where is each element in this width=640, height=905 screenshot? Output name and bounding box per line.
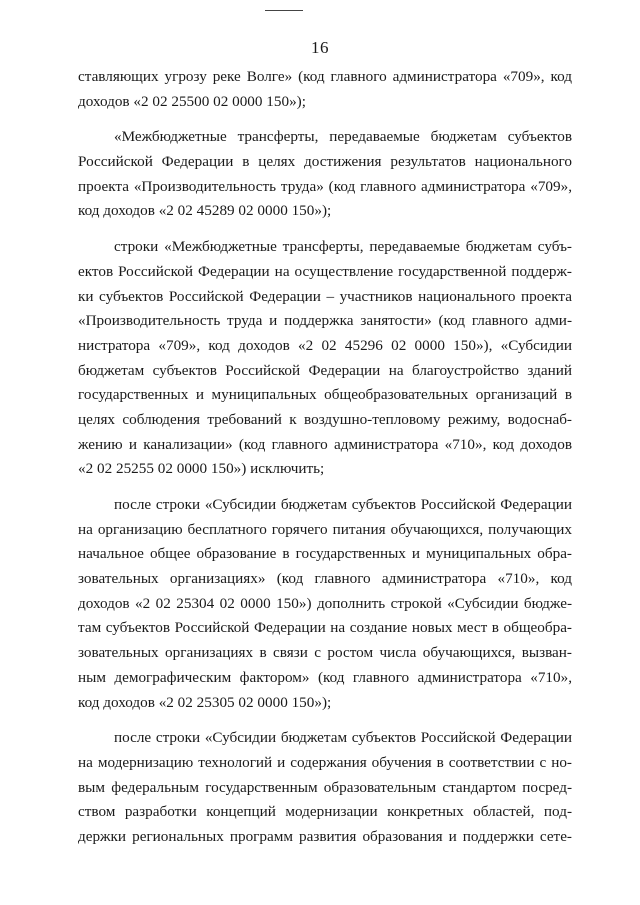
text-line: государственных и муниципальных общеобразовательных организаций в <box>78 386 572 404</box>
text-line: ставляющих угрозу реке Волге» (код главного администратора «709», код <box>78 68 572 85</box>
text-line: на организацию бесплатного горячего питания обучающихся, получающих <box>78 520 572 538</box>
text-line: строки «Межбюджетные трансферты, передаваемые бюджетам субъ- <box>114 238 572 256</box>
paragraph <box>78 235 572 482</box>
text-line: ным демографическим фактором» (код главного администратора «710», <box>78 668 572 686</box>
text-line: начальное общее образование в государственных и муниципальных обра- <box>78 545 572 563</box>
text-line: ектов Российской Федерации на осуществление государственной поддерж- <box>78 262 572 280</box>
text-line: нистратора «709», код доходов «2 02 45296 02 0000 150»), «Субсидии <box>78 336 572 354</box>
text-line: зовательных организациях» (код главного администратора «710», код <box>78 570 572 588</box>
text-line: целях соблюдения требований к воздушно-тепловому режиму, водоснаб- <box>78 410 572 428</box>
document-body <box>78 65 572 850</box>
text-line: бюджетам субъектов Российской Федерации на благоустройство зданий <box>78 361 572 379</box>
text-line: ством разработки концепций модернизации конкретных областей, под- <box>78 803 572 821</box>
text-line: ки субъектов Российской Федерации – участников национального проекта <box>78 287 572 305</box>
text-line: «Межбюджетные трансферты, передаваемые бюджетам субъектов <box>114 128 572 146</box>
text-line: Российской Федерации в целях достижения результатов национального <box>78 153 572 171</box>
text-line: после строки «Субсидии бюджетам субъектов Российской Федерации <box>114 496 572 513</box>
text-line: жению и канализации» (код главного администратора «710», код доходов <box>78 435 572 453</box>
page-number: 16 <box>311 38 329 57</box>
scan-mark <box>265 10 303 11</box>
text-line: «Производительность труда и поддержка занятости» (код главного адми- <box>78 312 572 330</box>
text-line: доходов «2 02 25500 02 0000 150»); <box>78 92 306 110</box>
text-line: доходов «2 02 25304 02 0000 150») дополнить строкой «Субсидии бюдже- <box>78 594 572 612</box>
paragraph <box>78 125 572 224</box>
text-line: там субъектов Российской Федерации на создание новых мест в общеобра- <box>78 619 572 637</box>
text-line: проекта «Производительность труда» (код главного администратора «709», <box>78 177 572 195</box>
text-line: зовательных организациях в связи с ростом числа обучающихся, вызван- <box>78 644 572 662</box>
paragraph <box>78 65 572 114</box>
paragraph <box>78 493 572 715</box>
text-line: «2 02 25255 02 0000 150») исключить; <box>78 460 325 478</box>
text-line: код доходов «2 02 45289 02 0000 150»); <box>78 202 332 220</box>
text-line: держки региональных программ развития образования и поддержки сете- <box>78 827 572 845</box>
text-line: вым федеральным государственным образовательным стандартом посред- <box>78 778 572 796</box>
text-line: код доходов «2 02 25305 02 0000 150»); <box>78 693 332 711</box>
text-line: на модернизацию технологий и содержания обучения в соответствии с но- <box>78 753 572 771</box>
text-line: после строки «Субсидии бюджетам субъектов Российской Федерации <box>114 729 572 747</box>
paragraph <box>78 726 572 849</box>
